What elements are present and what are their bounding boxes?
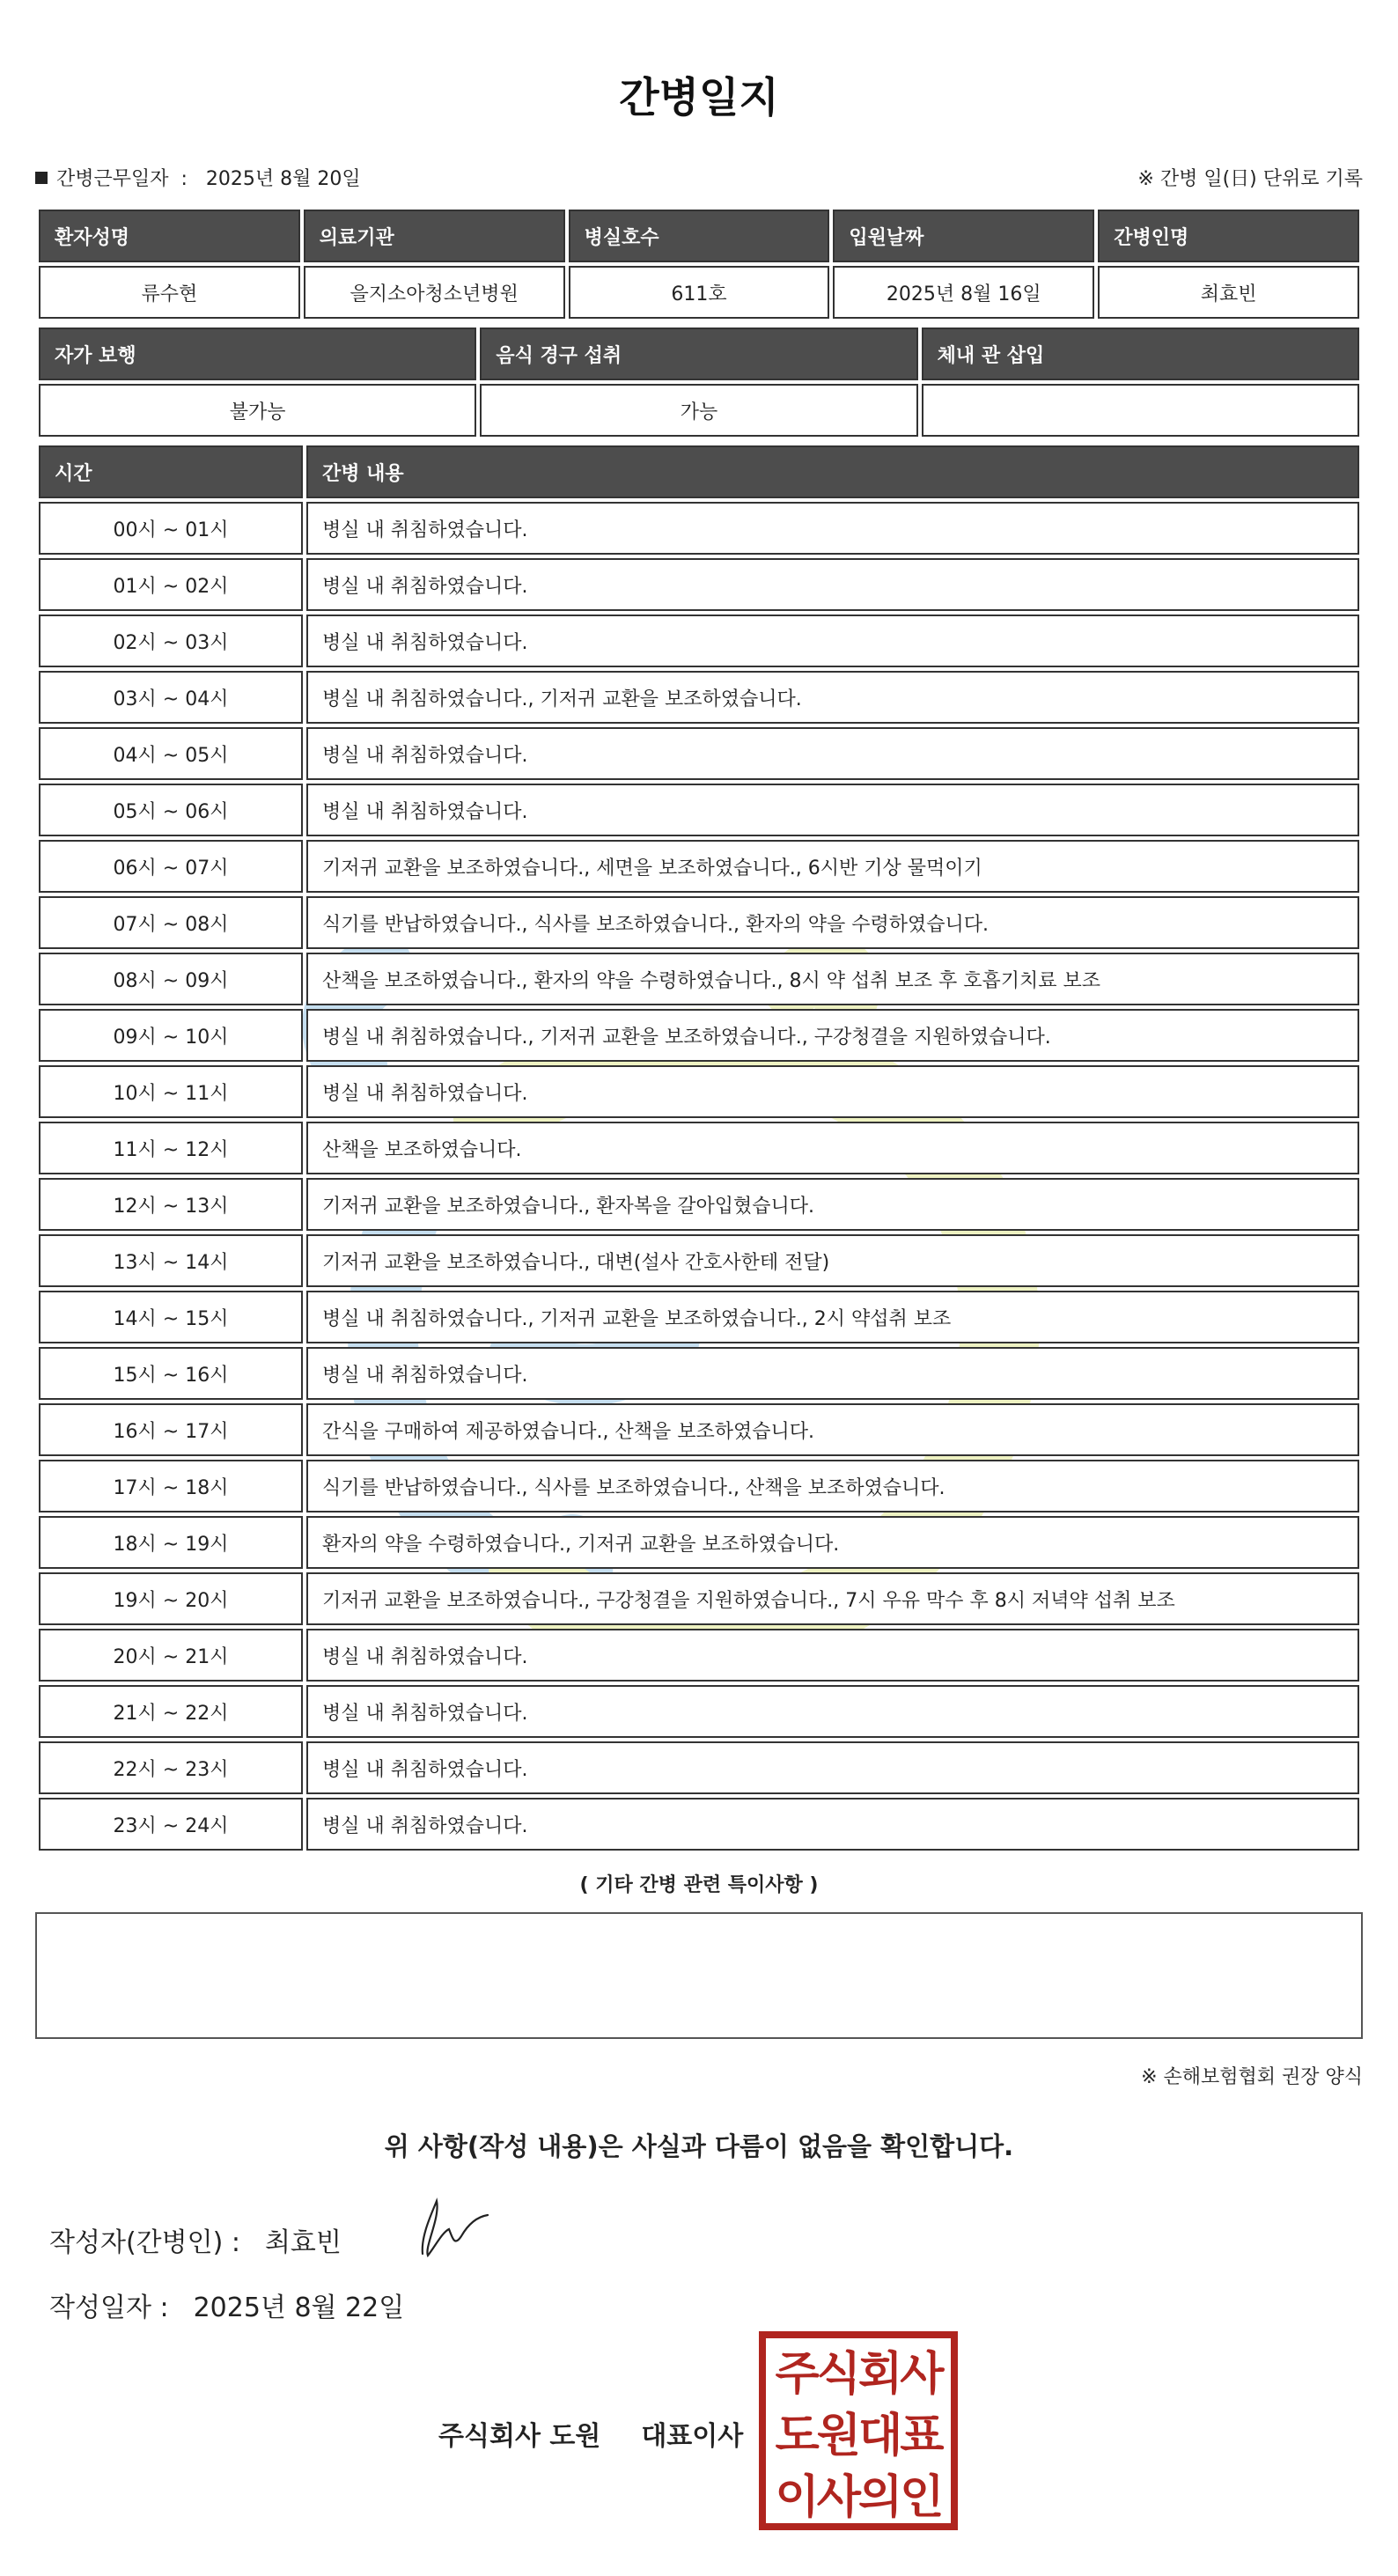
log-time: 06시 ~ 07시: [39, 840, 303, 893]
company-line: [438, 2414, 743, 2453]
log-content: 병실 내 취침하였습니다.: [306, 1685, 1359, 1738]
header-room: 병실호수: [569, 210, 830, 262]
table-row: [39, 615, 1359, 667]
log-content: 병실 내 취침하였습니다.: [306, 1065, 1359, 1118]
log-content: 환자의 약을 수령하였습니다., 기저귀 교환을 보조하였습니다.: [306, 1516, 1359, 1569]
bullet-square-icon: [35, 172, 48, 184]
caregiver-name: 최효빈: [1098, 266, 1359, 319]
company-seal: [759, 2331, 958, 2530]
representative-title: 대표이사: [641, 2421, 744, 2452]
log-content: 병실 내 취침하였습니다., 기저귀 교환을 보조하였습니다.: [306, 671, 1359, 724]
log-time: 08시 ~ 09시: [39, 953, 303, 1005]
log-content: 기저귀 교환을 보조하였습니다., 대변(설사 간호사한테 전달): [306, 1234, 1359, 1287]
svg-text:도원대표: 도원대표: [775, 2410, 942, 2462]
table-row: [39, 784, 1359, 836]
log-time: 21시 ~ 22시: [39, 1685, 303, 1738]
log-content: 병실 내 취침하였습니다.: [306, 784, 1359, 836]
log-time: 23시 ~ 24시: [39, 1798, 303, 1851]
self-walking-value: 불가능: [39, 384, 476, 437]
log-time: 15시 ~ 16시: [39, 1347, 303, 1400]
table-row: [39, 1122, 1359, 1174]
log-content: 병실 내 취침하였습니다., 기저귀 교환을 보조하였습니다., 2시 약섭취 보조: [306, 1291, 1359, 1343]
log-content: 기저귀 교환을 보조하였습니다., 환자복을 갈아입혔습니다.: [306, 1178, 1359, 1231]
header-admission-date: 입원날짜: [833, 210, 1094, 262]
table-row: [39, 1572, 1359, 1625]
institution: 을지소아청소년병원: [304, 266, 565, 319]
table-row: [39, 1009, 1359, 1062]
log-time: 20시 ~ 21시: [39, 1629, 303, 1682]
table-row: [39, 1629, 1359, 1682]
log-content: 병실 내 취침하였습니다.: [306, 1347, 1359, 1400]
log-time: 04시 ~ 05시: [39, 727, 303, 780]
log-time: 01시 ~ 02시: [39, 558, 303, 611]
work-date-value: 2025년 8월 20일: [205, 168, 361, 190]
log-content: 병실 내 취침하였습니다., 기저귀 교환을 보조하였습니다., 구강청결을 지원하였습니다.: [306, 1009, 1359, 1062]
log-time: 19시 ~ 20시: [39, 1572, 303, 1625]
table-row: [39, 1291, 1359, 1343]
log-content: 산책을 보조하였습니다.: [306, 1122, 1359, 1174]
log-time: 03시 ~ 04시: [39, 671, 303, 724]
log-time: 14시 ~ 15시: [39, 1291, 303, 1343]
log-time: 10시 ~ 11시: [39, 1065, 303, 1118]
table-row: [39, 1065, 1359, 1118]
log-time: 18시 ~ 19시: [39, 1516, 303, 1569]
room-number: 611호: [569, 266, 830, 319]
log-time: 02시 ~ 03시: [39, 615, 303, 667]
table-row: [39, 896, 1359, 949]
written-date-line: [49, 2285, 404, 2324]
table-row: [39, 1403, 1359, 1456]
table-row: [39, 1234, 1359, 1287]
svg-text:주식회사: 주식회사: [775, 2348, 942, 2401]
log-time: 16시 ~ 17시: [39, 1403, 303, 1456]
table-row: [39, 727, 1359, 780]
log-time: 00시 ~ 01시: [39, 502, 303, 555]
patient-name: 류수현: [39, 266, 300, 319]
log-content: 간식을 구매하여 제공하였습니다., 산책을 보조하였습니다.: [306, 1403, 1359, 1456]
care-log-table: [35, 442, 1363, 1854]
meta-row: [35, 164, 1363, 195]
unit-note: ※ 간병 일(日) 단위로 기록: [1137, 168, 1363, 190]
table-row: [39, 671, 1359, 724]
log-content: 병실 내 취침하였습니다.: [306, 502, 1359, 555]
table-row: [39, 1178, 1359, 1231]
written-date-value: 2025년 8월 22일: [193, 2293, 405, 2323]
log-time: 11시 ~ 12시: [39, 1122, 303, 1174]
table-row: [39, 1516, 1359, 1569]
log-time: 13시 ~ 14시: [39, 1234, 303, 1287]
log-content: 병실 내 취침하였습니다.: [306, 1741, 1359, 1794]
form-source-note: ※ 손해보험협회 권장 양식: [1141, 2066, 1363, 2088]
log-content: 병실 내 취침하였습니다.: [306, 727, 1359, 780]
tube-insertion-value: [922, 384, 1359, 437]
svg-text:이사의인: 이사의인: [775, 2471, 942, 2524]
header-institution: 의료기관: [304, 210, 565, 262]
header-self-walking: 자가 보행: [39, 328, 476, 380]
signature-mark: [414, 2192, 493, 2263]
table-row: [39, 1347, 1359, 1400]
written-date-label: 작성일자 :: [49, 2293, 169, 2323]
admission-date: 2025년 8월 16일: [833, 266, 1094, 319]
table-row: [39, 953, 1359, 1005]
work-date-separator: :: [180, 168, 188, 190]
author-line: [49, 2220, 342, 2259]
log-content: 식기를 반납하였습니다., 식사를 보조하였습니다., 환자의 약을 수령하였습니다.: [306, 896, 1359, 949]
log-content: 기저귀 교환을 보조하였습니다., 구강청결을 지원하였습니다., 7시 우유 막수 후 8시 저녁약 섭취 보조: [306, 1572, 1359, 1625]
header-care-content: 간병 내용: [306, 445, 1359, 498]
table-row: [39, 1685, 1359, 1738]
log-time: 09시 ~ 10시: [39, 1009, 303, 1062]
log-content: 산책을 보조하였습니다., 환자의 약을 수령하였습니다., 8시 약 섭취 보조 후 호흡기치료 보조: [306, 953, 1359, 1005]
log-content: 병실 내 취침하였습니다.: [306, 1798, 1359, 1851]
author-name: 최효빈: [264, 2227, 342, 2258]
table-row: [39, 1741, 1359, 1794]
log-content: 병실 내 취침하였습니다.: [306, 1629, 1359, 1682]
header-caregiver-name: 간병인명: [1098, 210, 1359, 262]
log-time: 05시 ~ 06시: [39, 784, 303, 836]
log-content: 식기를 반납하였습니다., 식사를 보조하였습니다., 산책을 보조하였습니다.: [306, 1460, 1359, 1512]
table-row: [39, 1460, 1359, 1512]
care-log-body: [39, 502, 1359, 1851]
work-date-line: [35, 164, 361, 191]
log-content: 병실 내 취침하였습니다.: [306, 615, 1359, 667]
work-date-label: 간병근무일자: [56, 168, 169, 190]
log-content: 기저귀 교환을 보조하였습니다., 세면을 보조하였습니다., 6시반 기상 물먹이기: [306, 840, 1359, 893]
header-oral-intake: 음식 경구 섭취: [480, 328, 917, 380]
header-patient-name: 환자성명: [39, 210, 300, 262]
patient-info-table: [35, 206, 1363, 322]
log-content: 병실 내 취침하였습니다.: [306, 558, 1359, 611]
notes-box: [35, 1912, 1363, 2039]
log-time: 22시 ~ 23시: [39, 1741, 303, 1794]
notes-title: ( 기타 간병 관련 특이사항 ): [579, 1874, 819, 1896]
header-time: 시간: [39, 445, 303, 498]
table-row: [39, 502, 1359, 555]
log-time: 07시 ~ 08시: [39, 896, 303, 949]
confirmation-statement: 위 사항(작성 내용)은 사실과 다름이 없음을 확인합니다.: [384, 2131, 1014, 2161]
log-time: 12시 ~ 13시: [39, 1178, 303, 1231]
author-label: 작성자(간병인) :: [49, 2227, 240, 2258]
patient-status-table: [35, 324, 1363, 440]
table-row: [39, 558, 1359, 611]
header-tube-insertion: 체내 관 삽입: [922, 328, 1359, 380]
page-title: 간병일지: [619, 74, 779, 122]
table-row: [39, 1798, 1359, 1851]
log-time: 17시 ~ 18시: [39, 1460, 303, 1512]
company-name: 주식회사 도원: [438, 2421, 601, 2452]
oral-intake-value: 가능: [480, 384, 917, 437]
table-row: [39, 840, 1359, 893]
